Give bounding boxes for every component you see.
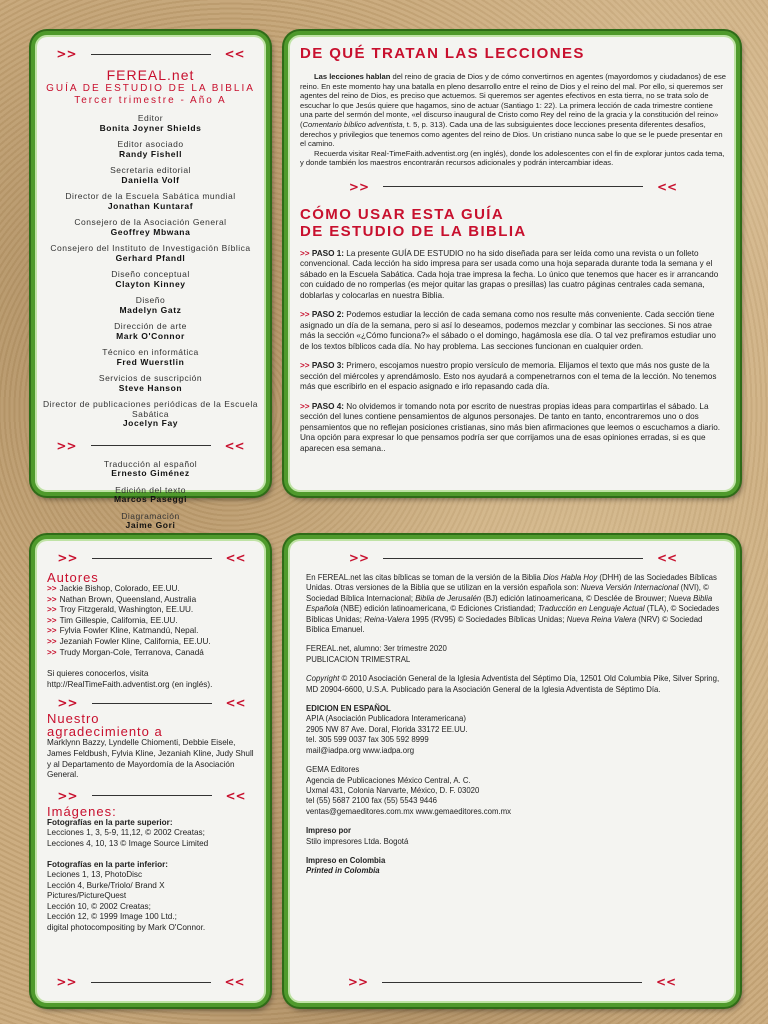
- step-item: [300, 310, 726, 352]
- images-title: Imágenes:: [47, 803, 117, 819]
- credit-role: Diseño: [135, 295, 166, 305]
- printer-info: [306, 826, 720, 847]
- gema-line: GEMA Editores: [306, 765, 360, 775]
- bullet-arrow-icon: >>: [47, 636, 57, 646]
- step-label: PASO 1:: [311, 248, 344, 258]
- arrow-left-icon: <<: [657, 179, 678, 194]
- author-name: Nathan Brown, Queensland, Australia: [59, 594, 197, 604]
- bullet-arrow-icon: >>: [300, 361, 312, 371]
- steps-list: [300, 249, 726, 455]
- gema-line: ventas@gemaeditores.com.mx www.gemaeditores.com.mx: [306, 806, 512, 816]
- intro-lead: Las lecciones hablan: [314, 72, 391, 81]
- authors-panel: [31, 535, 270, 1007]
- printed-in: [306, 856, 720, 877]
- credit-role: Edición del texto: [115, 484, 186, 495]
- images-bottom-line: digital photocompositing by Mark O'Connor.: [47, 923, 206, 933]
- step-text: La presente GUÍA DE ESTUDIO no ha sido diseñada para ser leída como una revista o un folleto convencional. Cada lección ha sido impresa para ser usada como una hoja separada durante toda la semana y el sábado en la Escuela Sabática. Cada hoja trae impresa la fecha. Lo único que tenemos que hacer es ir arrancando con cuidado de no romperlas (es mejor quitar las grapas o presillas) las cuatro páginas centrales cada semana, doblarlas y colocarlas en nuestra Biblia.: [300, 248, 719, 300]
- bullet-arrow-icon: >>: [300, 401, 312, 411]
- credit-role: Director de publicaciones periódicas de la Escuela Sabática: [43, 399, 258, 419]
- divider-line: [92, 703, 212, 704]
- bullet-arrow-icon: >>: [47, 584, 57, 593]
- guide-title: GUÍA DE ESTUDIO DE LA BIBLIA: [46, 83, 255, 94]
- credit-name: Randy Fishell: [118, 148, 183, 159]
- spanish-edition: [306, 704, 720, 756]
- images-top: [47, 818, 256, 850]
- credit-entry: [43, 322, 258, 341]
- step-text: No olvidemos ir tomando nota por escrito de nuestras propias ideas para compartirlas el sábado. La sección del lunes contiene pensamientos de algunos personajes. De tanto en tanto, encontraremos uno o dos pensamientos que no reflejan posiciones cristianas, sino más bien afirmaciones que leemos o escuchamos a diario. Una opción para expresar lo que pensamos podría ser que corrijamos una de esas opiniones erradas, si es que aparecen esa semana..: [300, 401, 721, 453]
- bullet-arrow-icon: >>: [47, 647, 57, 657]
- step-text: Primero, escojamos nuestro propio versículo de memoria. Elijamos el texto que más nos guste de la sección del miércoles y aprendámoslo. Esto nos ayudará a compenetrarnos con el tema de la lección. No tenemos más que escribirlo en el espacio asignado e irlo repasando cada día.: [300, 361, 717, 392]
- arrow-right-icon: >>: [56, 975, 77, 989]
- author-item: [47, 595, 256, 606]
- credit-entry: [43, 218, 258, 237]
- images-bottom-line: Leciones 1, 13, PhotoDisc: [47, 870, 143, 880]
- arrow-right-icon: >>: [57, 696, 78, 711]
- bullet-arrow-icon: >>: [47, 615, 57, 625]
- bible-versions-text: En FEREAL.net las citas bíblicas se toman de la versión de la Biblia Dios Habla Hoy (DHH) de las Sociedades Bíblicas Unidas. Otras versiones de la Biblia que se utilizan en la versión española son: Nueva Versión Internacional (NVI), © Sociedad Bíblica Internacional; Biblia de Jerusalén (BJ) edición latinoamericana, © Desclée de Brouwer; Nueva Biblia Española (NBE) edición latinoamericana, © Ediciones Cristiandad; Traducción en Lenguaje Actual (TLA), © Sociedades Bíblicas Unidas; Reina-Valera 1995 (RV95) © Sociedades Bíblicas Unidas; Nueva Reina Valera (NRV) © Sociedad Bíblica Emanuel.: [306, 573, 720, 635]
- images-top-line: Lecciones 1, 3, 5-9, 11,12, © 2002 Creatas;: [47, 828, 205, 838]
- author-name: Jackie Bishop, Colorado, EE.UU.: [59, 584, 180, 593]
- credit-name: Geoffrey Mbwana: [110, 226, 191, 237]
- info-panel: [284, 535, 740, 1007]
- credit-name: Gerhard Pfandl: [115, 252, 186, 263]
- printer-name: Stilo impresores Ltda. Bogotá: [306, 836, 409, 846]
- author-name: Jezaniah Fowler Kline, California, EE.UU.: [59, 636, 211, 646]
- printed-in-colombia-en: Printed in Colombia: [306, 866, 380, 876]
- intro-text-end: , t. 5, p. 313). Cada una de las subsiguientes doce lecciones presenta diferentes desafíos, derechos y privilegios que tenemos como agentes del reino de Dios. Un cristiano nunca sabe lo que se le puede presentar en el camino.: [300, 119, 723, 149]
- credit-name: Bonita Joyner Shields: [99, 122, 202, 133]
- credit-entry: [43, 374, 258, 393]
- author-list: [47, 584, 256, 658]
- step-item: [300, 361, 726, 393]
- lessons-panel: [284, 31, 740, 496]
- brand-name: FEREAL.net: [106, 67, 195, 83]
- divider-line: [382, 982, 642, 983]
- arrow-right-icon: >>: [56, 438, 77, 453]
- bullet-arrow-icon: >>: [47, 626, 57, 636]
- divider-line: [91, 445, 211, 446]
- author-item: [47, 626, 256, 637]
- step-label: PASO 3:: [311, 361, 344, 371]
- credit-entry: [43, 114, 258, 133]
- edition-info: [306, 644, 720, 665]
- arrow-right-icon: >>: [348, 179, 369, 194]
- credit-role: Editor asociado: [117, 139, 184, 149]
- howto-title-line1: CÓMO USAR ESTA GUÍA: [300, 205, 505, 223]
- step-item: [300, 249, 726, 302]
- credit-entry: [43, 512, 258, 531]
- images-top-line: Lecciones 4, 10, 13 © Image Source Limited: [47, 838, 209, 848]
- arrow-right-icon: >>: [56, 47, 77, 61]
- credits-panel: [31, 31, 270, 530]
- author-name: Troy Fitzgerald, Washington, EE.UU.: [59, 605, 194, 615]
- credit-name: Daniella Volf: [121, 174, 180, 185]
- arrow-left-icon: <<: [656, 975, 677, 989]
- images-top-label: Fotografías en la parte superior:: [47, 817, 173, 827]
- credit-entry: [43, 486, 258, 505]
- credit-name: Jonathan Kuntaraf: [107, 200, 194, 211]
- bullet-arrow-icon: >>: [300, 248, 312, 258]
- arrow-left-icon: <<: [225, 788, 246, 803]
- author-item: [47, 605, 256, 616]
- images-bottom-label: Fotografías en la parte inferior:: [47, 859, 169, 869]
- author-item: [47, 637, 256, 648]
- arrow-right-icon: >>: [348, 551, 369, 565]
- authors-title: Autores: [47, 570, 99, 585]
- credit-entry: [43, 270, 258, 289]
- divider-line: [91, 54, 211, 55]
- credit-role: Director de la Escuela Sabática mundial: [65, 191, 236, 201]
- step-label: PASO 2:: [311, 310, 344, 320]
- author-item: [47, 584, 256, 595]
- divider-arrows: [43, 439, 258, 453]
- arrow-left-icon: <<: [224, 47, 245, 61]
- copyright-text: Copyright © 2010 Asociación General de la Iglesia Adventista del Séptimo Día, 12501 Old Columbia Pike, Silver Spring, MD 20904-6600, U.S.A. Publicado para la Asociación General de la Iglesia Adventista de Séptimo Día.: [306, 674, 720, 694]
- visit-link: http://RealTimeFaith.adventist.org (en inglés).: [47, 679, 213, 689]
- credit-entry: [43, 140, 258, 159]
- credit-name: Steve Hanson: [118, 382, 183, 393]
- credit-entry: [43, 192, 258, 211]
- credit-role: Editor: [137, 113, 164, 123]
- credit-entry: [43, 400, 258, 429]
- divider-arrows: [35, 975, 266, 989]
- gema-address: [306, 765, 720, 817]
- arrow-left-icon: <<: [224, 975, 245, 989]
- lessons-visit-note: Recuerda visitar Real-TimeFaith.adventist.org (en inglés), donde los adolescentes con el fin de explorar juntos cada tema, y donde también los maestros encontrarán recursos adicionales y podrán intercambiar ideas.: [300, 148, 725, 168]
- images-bottom-line: Lección 4, Burke/Triolo/ Brand X: [47, 880, 165, 890]
- gema-line: Uxmal 431, Colonia Narvarte, México, D. F. 03020: [306, 785, 480, 795]
- apia-line: APIA (Asociación Publicadora Interamericana): [306, 714, 466, 724]
- intro-text: del reino de gracia de Dios y de cómo convertirnos en agentes (mayordomos y ciudadanos) de ese reino. En este momento hay una batalla en pleno desarrollo entre el reino de Dios y el reino del mal. Por ello, si queremos ser agentes del reino de Dios, es preciso que actuemos. Si queremos ser agentes efectivos en esta tierra, no se trata solo de escuchar lo que Jesús quiere que hagamos, sino de actuar (Santiago 1: 22). La primera lección de cada trimestre contiene una parte del sermón del monte, «el discurso inaugural de Cristo como Rey del reino de la gracia y la constitución del reino» (: [300, 72, 726, 129]
- thanks-title-1: Nuestro: [47, 711, 100, 727]
- arrow-right-icon: >>: [57, 551, 78, 565]
- divider-arrows: [47, 789, 256, 803]
- credit-role: Servicios de suscripción: [98, 373, 203, 383]
- bullet-arrow-icon: >>: [47, 605, 57, 615]
- step-item: [300, 402, 726, 455]
- arrow-right-icon: >>: [57, 788, 78, 803]
- arrow-left-icon: <<: [225, 696, 246, 711]
- credit-name: Fred Wuerstlin: [116, 356, 185, 367]
- apia-line: tel. 305 599 0037 fax 305 592 8999: [306, 735, 429, 745]
- gema-line: Agencia de Publicaciones México Central, A. C.: [306, 775, 471, 785]
- step-label: PASO 4:: [311, 401, 344, 411]
- credit-entry: [43, 296, 258, 315]
- credit-role: Dirección de arte: [114, 321, 187, 331]
- divider-line: [383, 558, 643, 559]
- lessons-intro: [300, 72, 726, 149]
- divider-line: [92, 795, 212, 796]
- credit-role: Secretaria editorial: [110, 165, 191, 175]
- credit-role: Consejero de la Asociación General: [74, 217, 227, 227]
- gema-line: tel (55) 5687 2100 fax (55) 5543 9446: [306, 796, 437, 806]
- thanks-text: Marklynn Bazzy, Lyndelle Chiomenti, Debbie Eisele, James Feldbush, Fylvia Kline, Jezaniah Kline, Judy Shull y al Departamento de Mayordomía de la Asociación General.: [47, 738, 254, 780]
- credit-role: Traducción al español: [103, 458, 198, 469]
- visit-line: Si quieres conocerlos, visita: [47, 669, 149, 679]
- credit-list: [43, 114, 258, 429]
- credit-list-translation: [43, 460, 258, 531]
- bullet-arrow-icon: >>: [300, 310, 312, 320]
- edition-line: FEREAL.net, alumno: 3er trimestre 2020: [306, 644, 447, 654]
- credit-entry: [43, 244, 258, 263]
- credit-entry: [43, 166, 258, 185]
- arrow-left-icon: <<: [225, 551, 246, 565]
- lessons-title: DE QUÉ TRATAN LAS LECCIONES: [300, 45, 585, 62]
- divider-line: [91, 982, 211, 983]
- printed-in-colombia: Impreso en Colombia: [306, 855, 386, 865]
- apia-line: 2905 NW 87 Ave. Doral, Florida 33172 EE.UU.: [306, 724, 468, 734]
- howto-title: [300, 206, 726, 240]
- credit-name: Madelyn Gatz: [119, 304, 182, 315]
- apia-address: [306, 714, 720, 756]
- bullet-arrow-icon: >>: [47, 594, 57, 604]
- images-bottom-lines: [47, 870, 256, 934]
- author-name: Fylvia Fowler Kline, Katmandú, Nepal.: [59, 626, 199, 636]
- author-name: Trudy Morgan-Cole, Terranova, Canadá: [59, 647, 204, 657]
- thanks-title-2: agradecimiento a: [47, 724, 163, 740]
- credit-name: Jaime Gori: [125, 520, 176, 530]
- credit-entry: [43, 348, 258, 367]
- period: Tercer trimestre - Año A: [74, 95, 227, 106]
- visit-note: [47, 669, 256, 690]
- divider-arrows: [47, 696, 256, 710]
- images-bottom-line: Lección 10, © 2002 Creatas;: [47, 901, 151, 911]
- images-bottom-line: Lección 12, © 1999 Image 100 Ltd.;: [47, 912, 177, 922]
- credit-name: Marcos Paseggi: [113, 494, 188, 504]
- howto-title-line2: DE ESTUDIO DE LA BIBLIA: [300, 222, 527, 240]
- divider-line: [92, 558, 212, 559]
- images-bottom-line: Pictures/PictureQuest: [47, 891, 127, 901]
- apia-line: mail@iadpa.org www.iadpa.org: [306, 745, 415, 755]
- divider-line: [383, 186, 643, 187]
- credit-entry: [43, 460, 258, 479]
- arrow-left-icon: <<: [224, 438, 245, 453]
- credit-name: Mark O'Connor: [116, 330, 185, 341]
- thanks-title: [47, 712, 256, 738]
- credit-role: Técnico en informática: [102, 347, 199, 357]
- divider-arrows: [43, 47, 258, 61]
- credit-role: Diagramación: [121, 510, 180, 521]
- credit-name: Clayton Kinney: [115, 278, 186, 289]
- edition-line: PUBLICACION TRIMESTRAL: [306, 654, 411, 664]
- step-text: Podemos estudiar la lección de cada semana como nos resulte más conveniente. Cada sección tiene asignado un día de la semana, pero si así lo deseamos, podemos mezclar y combinar las secciones. Si nos atrae más la sección «¿Cómo funciona?» el sábado o el domingo, hagámosla ese día. O tal vez prefiramos estudiar uno de los textos bíblicos cada día. No hay problema. Las secciones funcionan en cualquier orden.: [300, 310, 716, 351]
- author-item: [47, 648, 256, 659]
- author-item: [47, 616, 256, 627]
- printed-by-label: Impreso por: [306, 826, 352, 836]
- spanish-edition-label: EDICION EN ESPAÑOL: [306, 704, 391, 714]
- credit-name: Jocelyn Fay: [122, 418, 179, 428]
- divider-arrows: [288, 975, 736, 989]
- divider-arrows: [300, 180, 726, 194]
- credit-name: Ernesto Giménez: [111, 468, 190, 478]
- credit-role: Consejero del Instituto de Investigación Bíblica: [50, 243, 251, 253]
- author-name: Tim Gillespie, California, EE.UU.: [59, 615, 178, 625]
- arrow-right-icon: >>: [347, 975, 368, 989]
- intro-cite: Comentario bíblico adventista: [302, 119, 403, 129]
- divider-arrows: [306, 551, 720, 565]
- credit-role: Diseño conceptual: [111, 269, 190, 279]
- images-bottom: [47, 860, 256, 934]
- divider-arrows: [47, 551, 256, 565]
- arrow-left-icon: <<: [657, 551, 678, 565]
